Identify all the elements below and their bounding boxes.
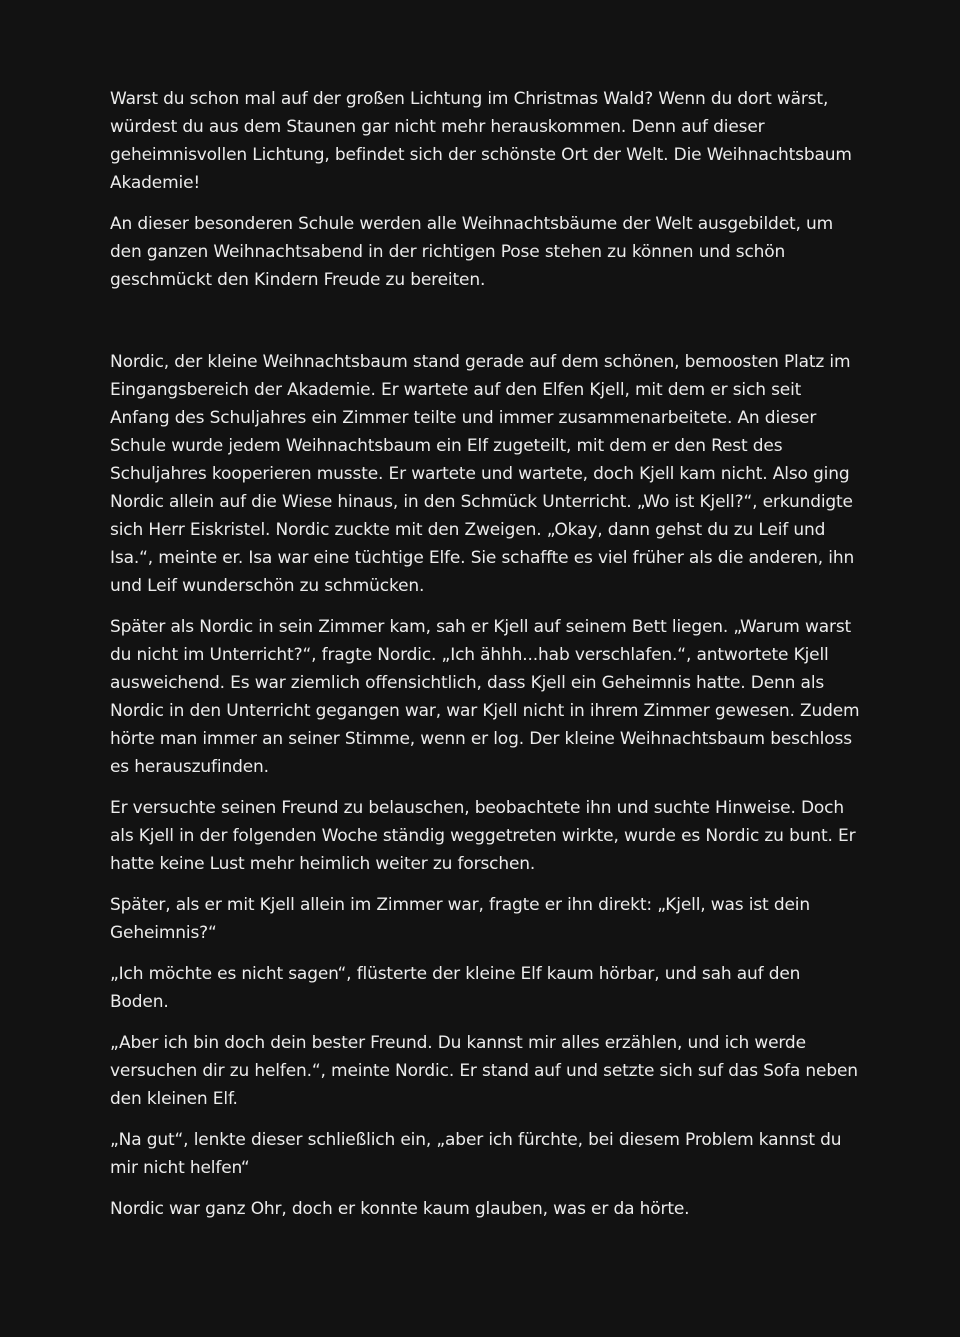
paragraph-kjell-gives-in: „Na gut“, lenkte dieser schließlich ein, „aber ich fürchte, bei diesem Problem kannst du mir nicht helfen“ (110, 1130, 842, 1178)
paragraph-nordic-waiting: Nordic, der kleine Weihnachtsbaum stand gerade auf dem schönen, bemoosten Platz im Eingangsbereich der Akademie. Er wartete auf den Elfen Kjell, mit dem er sich seit Anfang des Schuljahres ein Zimmer teilte und immer zusammenarbeitete. An dieser Schule wurde jedem Weihnachtsbaum ein Elf zugeteilt, mit dem er den Rest des Schuljahres kooperieren musste. Er wartete und wartete, doch Kjell kam nicht. Also ging Nordic allein auf die Wiese hinaus, in den Schmück Unterricht. „Wo ist Kjell?“, erkundigte sich Herr Eiskristel. Nordic zuckte mit den Zweigen. „Okay, dann gehst du zu Leif und Isa.“, meinte er. Isa war eine tüchtige Elfe. Sie schaffte es viel früher als die anderen, ihn und Leif wunderschön zu schmücken. (110, 352, 855, 596)
paragraph-nordic-listens: Nordic war ganz Ohr, doch er konnte kaum glauben, was er da hörte. (110, 1199, 690, 1219)
paragraph-school-description: An dieser besonderen Schule werden alle Weihnachtsbäume der Welt ausgebildet, um den ganzen Weihnachtsabend in der richtigen Pose stehen zu können und schön geschmückt den Kindern Freude zu bereiten. (110, 214, 834, 290)
paragraph-intro-clearing: Warst du schon mal auf der großen Lichtung im Christmas Wald? Wenn du dort wärst, würdest du aus dem Staunen gar nicht mehr herauskommen. Denn auf dieser geheimnisvollen Lichtung, befindet sich der schönste Ort der Welt. Die Weihnachtsbaum Akademie! (110, 89, 852, 193)
paragraph-kjell-in-bed: Später als Nordic in sein Zimmer kam, sah er Kjell auf seinem Bett liegen. „Warum warst du nicht im Unterricht?“, fragte Nordic. „Ich ähhh...hab verschlafen.“, antwortete Kjell ausweichend. Es war ziemlich offensichtlich, dass Kjell ein Geheimnis hatte. Denn als Nordic in den Unterricht gegangen war, war Kjell nicht in ihrem Zimmer gewesen. Zudem hörte man immer an seiner Stimme, wenn er log. Der kleine Weihnachtsbaum beschloss es herauszufinden. (110, 617, 860, 777)
paragraph-kjell-whisper: „Ich möchte es nicht sagen“, flüsterte der kleine Elf kaum hörbar, und sah auf den Boden. (110, 964, 801, 1012)
paragraph-best-friend: „Aber ich bin doch dein bester Freund. Du kannst mir alles erzählen, und ich werde versuchen dir zu helfen.“, meinte Nordic. Er stand auf und setzte sich suf das Sofa neben den kleinen Elf. (110, 1033, 858, 1109)
story-page (110, 85, 860, 1236)
paragraph-investigation: Er versuchte seinen Freund zu belauschen, beobachtete ihn und suchte Hinweise. Doch als Kjell in der folgenden Woche ständig weggetreten wirkte, wurde es Nordic zu bunt. Er hatte keine Lust mehr heimlich weiter zu forschen. (110, 798, 856, 874)
paragraph-direct-question: Später, als er mit Kjell allein im Zimmer war, fragte er ihn direkt: „Kjell, was ist dein Geheimnis?“ (110, 895, 810, 943)
